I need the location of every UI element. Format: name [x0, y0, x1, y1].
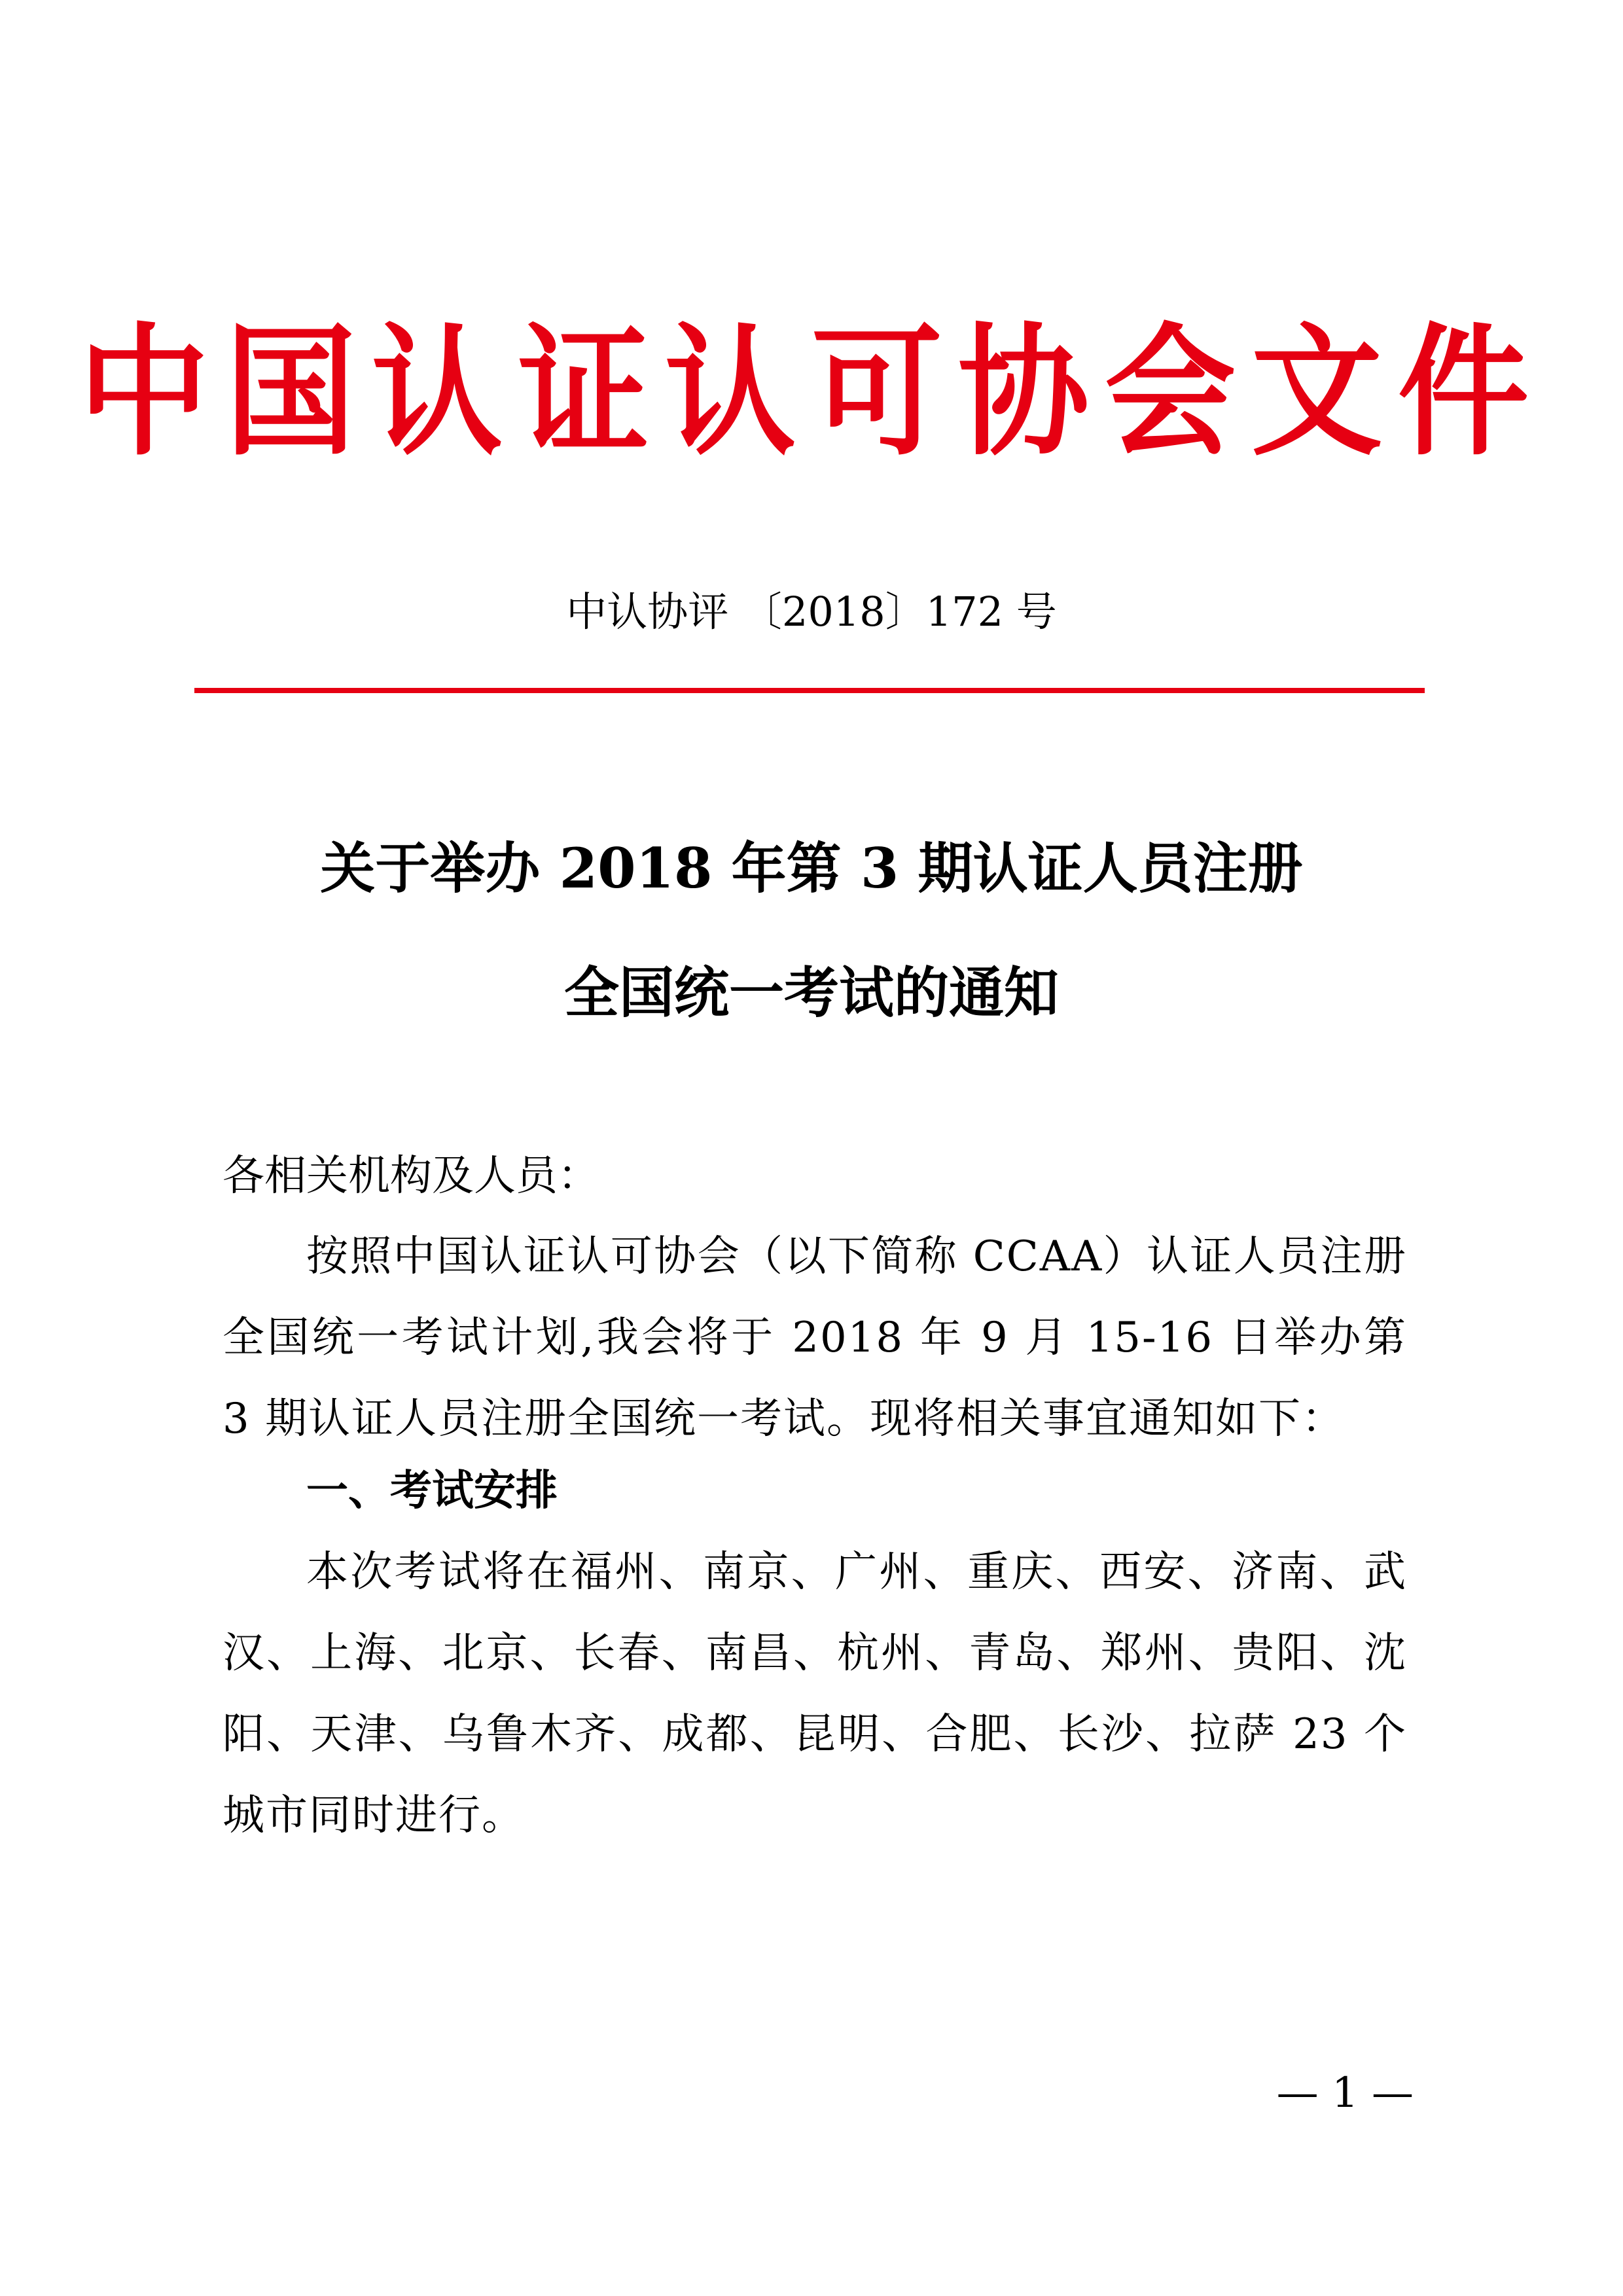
notice-title-line-2: 全国统一考试的通知 — [563, 960, 1059, 1025]
body-paragraph-exam-cities: 本次考试将在福州、南京、广州、重庆、西安、济南、武汉、上海、北京、长春、南昌、杭州、青岛、郑州、贵阳、沈阳、天津、乌鲁木齐、成都、昆明、合肥、长沙、拉萨 23 个城市同时进行。 — [223, 1548, 1407, 1840]
header-red-divider — [194, 688, 1425, 693]
document-header-title: 中国认证认可协会文件 — [78, 309, 1544, 475]
document-number: 中认协评 〔2018〕172 号 — [566, 588, 1057, 636]
page-number: — 1 — — [1276, 2069, 1414, 2117]
body-paragraph-intro: 按照中国认证认可协会（以下简称 CCAA）认证人员注册全国统一考试计划,我会将于 2018 年 9 月 15-16 日举办第 3 期认证人员注册全国统一考试。现将相关事宜通知如下： — [223, 1232, 1407, 1443]
salutation: 各相关机构及人员： — [223, 1152, 599, 1200]
notice-title-line-1: 关于举办 2018 年第 3 期认证人员注册 — [320, 836, 1303, 901]
section-heading-exam-arrangement: 一、考试安排 — [306, 1467, 558, 1515]
